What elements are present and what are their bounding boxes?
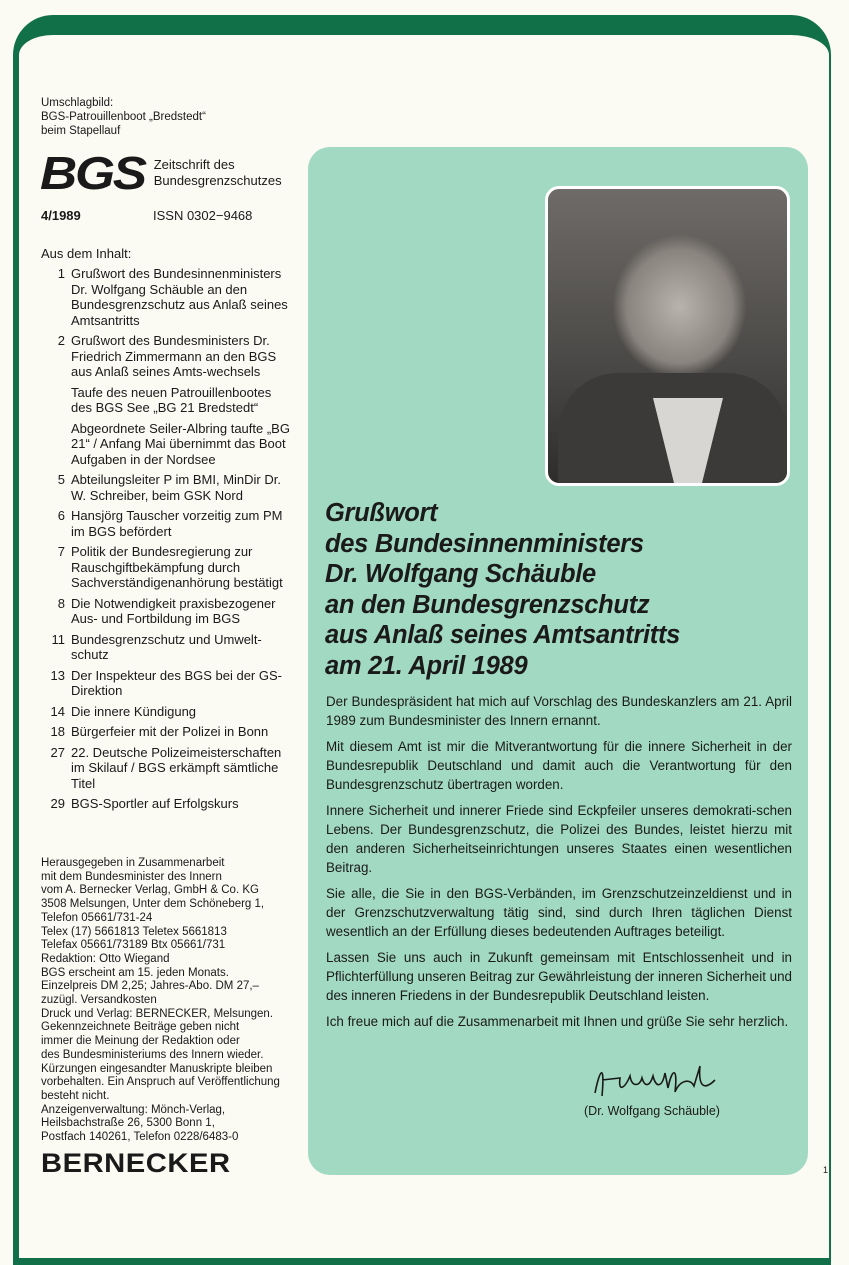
toc-title: BGS-Sportler auf Erfolgskurs: [71, 796, 239, 811]
toc-page: 2: [57, 333, 65, 348]
imprint: Herausgegeben in Zusammenarbeit mit dem Bundesminister des Innern vom A. Bernecker Verlag, GmbH & Co. KG 3508 Melsungen, Unter dem Schöneberg 1, Telefon 05661/731-24 Telex (17) 5661813 Teletex 5661813 Telefax 05661/73189 Btx 05661/731 Redaktion: Otto Wiegand BGS erscheint am 15. jeden Monats. Einzelpreis DM 2,25; Jahres-Abo. DM 27,– zuzügl. Versandkosten Druck und Verlag: BERNECKER, Melsungen. Gekennzeichnete Beiträge geben nicht immer die Meinung der Redaktion oder des Bundesministeriums des Innern wieder. Kürzungen eingesandter Manuskripte bleiben vorbehalten. Ein Anspruch auf Veröffentlichung besteht nicht. Anzeigenverwaltung: Mönch-Verlag, Heilsbachstraße 26, 5300 Bonn 1, Postfach 140261, Telefon 0228/6483-0: [41, 857, 280, 1144]
toc-title: Taufe des neuen Patrouillenbootes des BGS See „BG 21 Bredstedt“: [71, 384, 272, 415]
toc-title: Der Inspekteur des BGS bei der GS-Direktion: [71, 667, 282, 698]
article-headline: [325, 498, 680, 681]
toc-item: [41, 508, 291, 539]
issue-number: 4/1989: [41, 208, 81, 223]
toc-title: Abgeordnete Seiler-Albring taufte „BG 21“ / Anfang Mai übernimmt das Boot Aufgaben in der Nordsee: [71, 420, 290, 467]
masthead: [40, 147, 282, 199]
cover-caption-label: Umschlagbild:: [41, 97, 114, 109]
signature-name: (Dr. Wolfgang Schäuble): [584, 1104, 720, 1118]
toc-item: [41, 704, 291, 720]
toc-item: [41, 385, 291, 416]
article-paragraph: Mit diesem Amt ist mir die Mitverantwortung für die innere Sicherheit in der Bundesrepublik Deutschland und damit auch die Verantwortung für den Bundesgrenzschutz übertragen worden.: [326, 739, 792, 792]
toc-item: [41, 724, 291, 740]
toc-item: [41, 266, 291, 328]
toc-title: Bürgerfeier mit der Polizei in Bonn: [71, 724, 269, 739]
page-number: 1: [823, 1165, 829, 1175]
publisher-logo: BERNECKER: [41, 1148, 231, 1178]
toc-item: [41, 421, 291, 468]
toc-item: [41, 544, 291, 591]
toc-item: [41, 745, 291, 792]
bgs-logo: BGS: [40, 147, 145, 199]
article-paragraph: Ich freue mich auf die Zusammenarbeit mit Ihnen und grüße Sie sehr herzlich.: [326, 1014, 789, 1029]
headline-line: an den Bundesgrenzschutz: [325, 590, 650, 619]
toc-item: [41, 796, 291, 812]
article-paragraph: Lassen Sie uns auch in Zukunft gemeinsam mit Entschlossenheit und in Pflichterfüllung unseren Beitrag zur Gewährleistung der inneren Sicherheit und des inneren Friedens in der Bundesrepublik Deutschland leisten.: [326, 950, 792, 1003]
headline-line: des Bundesinnenministers: [325, 529, 644, 558]
cover-caption-line: BGS-Patrouillenboot „Bredstedt“: [41, 111, 206, 123]
toc-page: [41, 421, 71, 468]
issn: ISSN 0302−9468: [153, 208, 253, 223]
toc-title: Politik der Bundesregierung zur Rauschgiftbekämpfung durch Sachverständigenanhörung bestätigt: [71, 544, 283, 590]
masthead-subtitle: [154, 157, 282, 189]
toc-page: 5: [57, 472, 65, 487]
toc-title: Grußwort des Bundesministers Dr. Friedrich Zimmermann an den BGS aus Anlaß seines Amts-wechsels: [71, 333, 277, 379]
toc-page: 7: [57, 544, 65, 559]
article-body: [326, 692, 792, 1038]
toc-page: [41, 385, 71, 416]
toc-page: 29: [50, 796, 65, 811]
toc-item: [41, 632, 291, 663]
toc-title: Hansjörg Tauscher vorzeitig zum PM im BGS befördert: [71, 508, 283, 539]
toc-page: 8: [57, 595, 65, 611]
toc-page: 13: [50, 667, 65, 683]
toc-page: 27: [50, 744, 65, 760]
toc-item: [41, 333, 291, 380]
toc-page: 11: [51, 631, 65, 647]
toc-title: Bundesgrenzschutz und Umwelt-schutz: [71, 631, 262, 662]
toc-title: Grußwort des Bundesinnenministers Dr. Wolfgang Schäuble an den Bundesgrenzschutz aus Anlaß seines Amtsantritts: [71, 266, 288, 328]
toc-item: [41, 472, 291, 503]
toc-heading: Aus dem Inhalt:: [41, 246, 132, 261]
toc-title: 22. Deutsche Polizeimeisterschaften im Skilauf / BGS erkämpft sämtliche Titel: [71, 744, 282, 791]
subtitle-line: Zeitschrift des: [153, 157, 235, 172]
toc-page: 18: [50, 724, 65, 739]
toc-item: [41, 668, 291, 699]
portrait-photo: [545, 186, 790, 486]
toc-page: 6: [57, 508, 65, 523]
toc-title: Abteilungsleiter P im BMI, MinDir Dr. W. Schreiber, beim GSK Nord: [71, 472, 281, 503]
toc-item: [41, 596, 291, 627]
article-paragraph: Innere Sicherheit und innerer Friede sind Eckpfeiler unseres demokrati-schen Lebens. Der Bundesgrenzschutz, die Polizei des Bundes, leistet hierzu mit den anderen Sicherheitseinrichtungen unseres Staates einen wesentlichen Beitrag.: [326, 803, 792, 875]
headline-line: Grußwort: [325, 499, 438, 527]
toc-title: Die innere Kündigung: [71, 703, 197, 719]
toc-page: 14: [50, 703, 65, 719]
toc-title: Die Notwendigkeit praxisbezogener Aus- und Fortbildung im BGS: [71, 595, 276, 626]
toc-page: 1: [57, 266, 65, 281]
article-paragraph: Sie alle, die Sie in den BGS-Verbänden, im Grenzschutzeinzeldienst und in der Grenzschutzverwaltung tätig sind, sind durch Ihren täglichen Dienst wesentlich an der Erfüllung dieses bedeutenden Auftrages beteiligt.: [326, 886, 792, 939]
headline-line: Dr. Wolfgang Schäuble: [325, 560, 596, 588]
headline-line: am 21. April 1989: [325, 651, 528, 680]
cover-caption: [41, 96, 206, 138]
subtitle-line: Bundesgrenzschutzes: [153, 173, 282, 188]
headline-line: aus Anlaß seines Amtsantritts: [325, 621, 681, 649]
cover-caption-line: beim Stapellauf: [41, 125, 121, 137]
signature: [590, 1058, 720, 1103]
table-of-contents: [41, 266, 291, 817]
article-paragraph: Der Bundespräsident hat mich auf Vorschlag des Bundeskanzlers am 21. April 1989 zum Bundesminister des Innern ernannt.: [326, 694, 792, 728]
